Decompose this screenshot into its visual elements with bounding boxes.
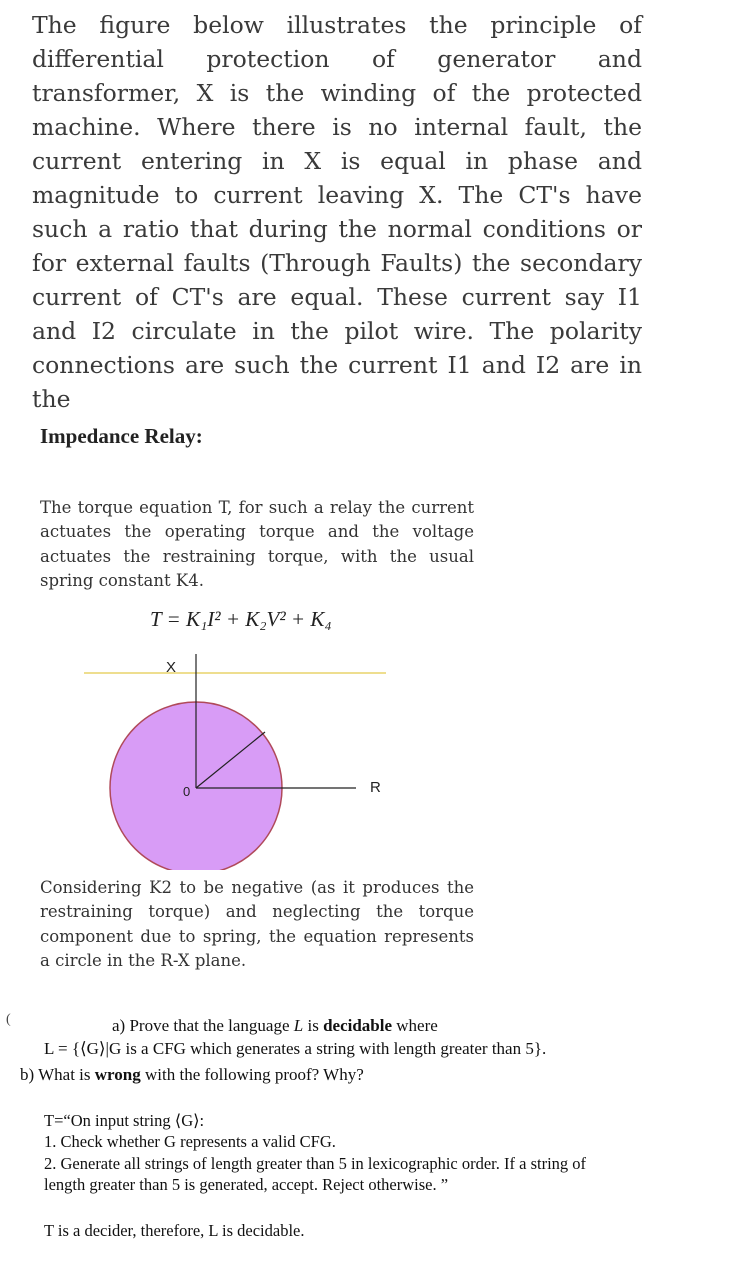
proof-line: 2. Generate all strings of length greater than 5 in lexicographic order. If a string of — [44, 1154, 587, 1173]
x-axis-label: X — [166, 659, 177, 676]
circle-conclusion: Considering K2 to be negative (as it produces the restraining torque) and neglecting the torque component due to spring, the equation represents a circle in the R-X plane. — [40, 878, 474, 970]
proof-conclusion: T is a decider, therefore, L is decidable. — [44, 1221, 305, 1240]
torque-description: The torque equation T, for such a relay the current actuates the operating torque and the voltage actuates the restraining torque, with the usual spring constant K4. — [40, 498, 474, 590]
impedance-relay-heading: Impedance Relay: — [40, 424, 203, 448]
intro-paragraph: The figure below illustrates the principle of differential protection of generator and transformer, X is the winding of the protected machine. Where there is no internal fault, the current entering in X is equal in phase and magnitude to current leaving X. The CT's have such a ratio that during the normal conditions or for external faults (Through Faults) the secondary current of CT's are equal. These current say I1 and I2 circulate in the pilot wire. The polarity connections are such the current I1 and I2 are in the — [32, 11, 642, 413]
rx-diagram — [0, 640, 746, 870]
torque-equation: T = K₁I² + K₂V² + K₄ — [150, 607, 332, 631]
origin-label: 0 — [183, 784, 191, 799]
scan-mark: ( — [6, 1012, 11, 1027]
language-definition: L = {⟨G⟩|G is a CFG which generates a string with length greater than 5}. — [44, 1039, 547, 1058]
question-b: b) What is wrong with the following proof? Why? — [20, 1065, 364, 1084]
proof-line: length greater than 5 is generated, accept. Reject otherwise. ” — [44, 1175, 449, 1194]
r-axis-label: R — [370, 779, 381, 796]
proof-line: 1. Check whether G represents a valid CFG. — [44, 1132, 336, 1151]
question-a: a) Prove that the language L is decidable where — [112, 1016, 438, 1035]
proof-line: T=“On input string ⟨G⟩: — [44, 1111, 205, 1130]
